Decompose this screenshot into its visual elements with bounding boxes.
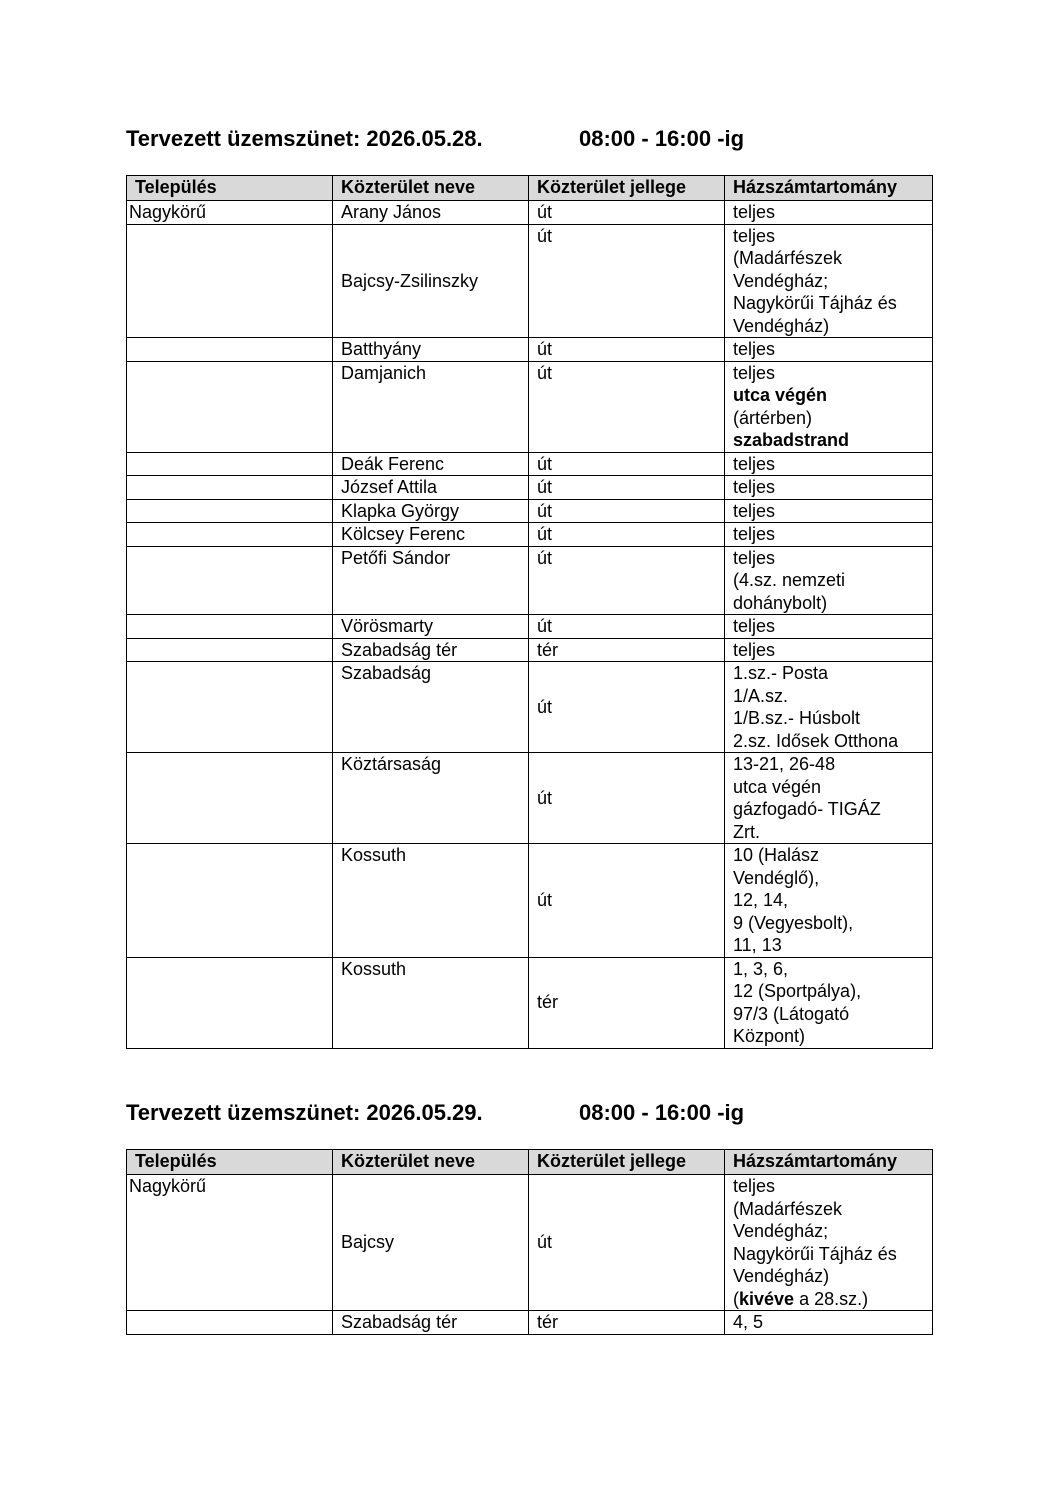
range-line: teljes (733, 1176, 776, 1196)
street-type-cell: tér (529, 1311, 725, 1335)
street-name-cell: Bajcsy-Zsilinszky (333, 224, 529, 338)
range-line: 11, 13 (733, 935, 782, 955)
house-range-cell: teljes (725, 615, 933, 639)
street-name-cell: Petőfi Sándor (333, 546, 529, 615)
column-header: Település (127, 1150, 333, 1175)
street-type-cell: út (529, 201, 725, 225)
table-row (127, 753, 933, 844)
range-line: 1/B.sz.- Húsbolt (733, 708, 861, 728)
house-range-cell: teljes (725, 201, 933, 225)
settlement-cell (127, 753, 333, 844)
house-range-cell (725, 753, 933, 844)
table-row (127, 452, 933, 476)
table-row (127, 662, 933, 753)
house-range-cell (725, 546, 933, 615)
outage-heading (126, 1100, 932, 1132)
column-header: Közterület jellege (529, 176, 725, 201)
street-name-cell: Deák Ferenc (333, 452, 529, 476)
range-line: 12, 14, (733, 890, 789, 910)
settlement-cell (127, 338, 333, 362)
table-row (127, 499, 933, 523)
range-line: dohánybolt) (733, 592, 828, 613)
house-range-cell (725, 1175, 933, 1311)
street-name-cell: Szabadság tér (333, 638, 529, 662)
range-line: Központ) (733, 1026, 806, 1046)
table-row (127, 523, 933, 547)
column-header: Település (127, 176, 333, 201)
settlement-cell (127, 844, 333, 958)
column-header: Közterület neve (333, 176, 529, 201)
range-line: Vendéglő), (733, 867, 820, 888)
street-type-cell: út (529, 476, 725, 500)
column-header: Házszámtartomány (725, 1150, 933, 1175)
street-type-cell: út (529, 452, 725, 476)
table-row (127, 546, 933, 615)
street-name-cell: Batthyány (333, 338, 529, 362)
street-type-cell: út (529, 224, 725, 338)
range-line: 2.sz. Idősek Otthona (733, 730, 899, 751)
street-type-cell: út (529, 753, 725, 844)
range-line: gázfogadó- TIGÁZ (733, 799, 881, 819)
street-name-cell: Szabadság tér (333, 1311, 529, 1335)
range-line: 10 (Halász (733, 845, 820, 865)
range-line: Vendégház; (733, 270, 829, 291)
settlement-cell (127, 1311, 333, 1335)
range-line: (ártérben) (733, 407, 813, 428)
settlement-cell (127, 662, 333, 753)
street-name-cell: Kossuth (333, 844, 529, 958)
range-line: teljes (733, 547, 776, 568)
street-type-cell: út (529, 361, 725, 452)
settlement-cell (127, 361, 333, 452)
range-line: utca végén (733, 385, 828, 405)
house-range-cell: teljes (725, 476, 933, 500)
range-line: 1/A.sz. (733, 685, 789, 706)
street-name-cell: Szabadság (333, 662, 529, 753)
range-line: utca végén (733, 776, 822, 797)
range-line: 13-21, 26-48 (733, 754, 836, 774)
house-range-cell: 4, 5 (725, 1311, 933, 1335)
range-line: 1, 3, 6, (733, 958, 789, 979)
table-row (127, 844, 933, 958)
house-range-cell: teljes (725, 523, 933, 547)
settlement-cell: Nagykörű (127, 201, 333, 225)
range-exception-text: a 28.sz.) (794, 1288, 869, 1309)
street-name-cell: Damjanich (333, 361, 529, 452)
range-line: Nagykörűi Tájház és (733, 1243, 897, 1264)
range-exception-keyword: kivéve (739, 1288, 795, 1309)
settlement-cell (127, 957, 333, 1048)
range-line: (Madárfészek (733, 1198, 843, 1219)
outage-section-1 (126, 126, 932, 1049)
range-line: szabadstrand (733, 430, 850, 450)
outage-section-2 (126, 1100, 932, 1335)
table-row (127, 1311, 933, 1335)
table-row (127, 476, 933, 500)
street-name-cell: Klapka György (333, 499, 529, 523)
street-type-cell: út (529, 1175, 725, 1311)
range-line: 9 (Vegyesbolt), (733, 912, 854, 933)
house-range-cell: teljes (725, 499, 933, 523)
street-name-cell: Köztársaság (333, 753, 529, 844)
outage-date-label: Tervezett üzemszünet: 2026.05.29. (126, 1100, 483, 1125)
range-paren: ( (733, 1288, 739, 1309)
range-line: (4.sz. nemzeti (733, 570, 846, 590)
street-type-cell: út (529, 338, 725, 362)
street-name-cell: Arany János (333, 201, 529, 225)
settlement-cell (127, 615, 333, 639)
table-row (127, 1175, 933, 1311)
table-row (127, 201, 933, 225)
outage-table (126, 175, 933, 1049)
outage-time-range: 08:00 - 16:00 -ig (579, 126, 745, 151)
range-line: teljes (733, 225, 776, 246)
table-row (127, 957, 933, 1048)
settlement-cell: Nagykörű (127, 1175, 333, 1311)
outage-date-label: Tervezett üzemszünet: 2026.05.28. (126, 126, 483, 151)
range-line: Zrt. (733, 821, 760, 842)
table-header-row (127, 176, 933, 201)
house-range-cell (725, 662, 933, 753)
outage-heading (126, 126, 932, 158)
street-type-cell: út (529, 523, 725, 547)
range-line: Vendégház) (733, 1266, 830, 1286)
table-row (127, 338, 933, 362)
range-line: Vendégház; (733, 1221, 829, 1241)
range-line: 12 (Sportpálya), (733, 981, 862, 1001)
settlement-cell (127, 638, 333, 662)
house-range-cell (725, 361, 933, 452)
table-header-row (127, 1150, 933, 1175)
range-line: teljes (733, 362, 776, 383)
range-line: Vendégház) (733, 315, 830, 336)
street-name-cell: Bajcsy (333, 1175, 529, 1311)
column-header: Közterület neve (333, 1150, 529, 1175)
range-line: (Madárfészek (733, 248, 843, 268)
house-range-cell (725, 957, 933, 1048)
house-range-cell (725, 224, 933, 338)
house-range-cell: teljes (725, 452, 933, 476)
table-row (127, 615, 933, 639)
street-name-cell: József Attila (333, 476, 529, 500)
settlement-cell (127, 476, 333, 500)
settlement-cell (127, 499, 333, 523)
range-line: Nagykörűi Tájház és (733, 293, 897, 313)
street-type-cell: út (529, 844, 725, 958)
table-row (127, 224, 933, 338)
outage-table (126, 1149, 933, 1335)
range-line: 1.sz.- Posta (733, 663, 829, 683)
street-type-cell: út (529, 499, 725, 523)
street-type-cell: út (529, 662, 725, 753)
house-range-cell: teljes (725, 638, 933, 662)
street-type-cell: tér (529, 638, 725, 662)
range-line (733, 1288, 932, 1311)
house-range-cell: teljes (725, 338, 933, 362)
settlement-cell (127, 546, 333, 615)
range-line: 97/3 (Látogató (733, 1003, 850, 1024)
settlement-cell (127, 523, 333, 547)
column-header: Közterület jellege (529, 1150, 725, 1175)
column-header: Házszámtartomány (725, 176, 933, 201)
street-type-cell: tér (529, 957, 725, 1048)
street-type-cell: út (529, 615, 725, 639)
table-row (127, 638, 933, 662)
street-name-cell: Vörösmarty (333, 615, 529, 639)
table-row (127, 361, 933, 452)
settlement-cell (127, 224, 333, 338)
settlement-cell (127, 452, 333, 476)
street-name-cell: Kossuth (333, 957, 529, 1048)
street-type-cell: út (529, 546, 725, 615)
outage-time-range: 08:00 - 16:00 -ig (579, 1100, 745, 1125)
house-range-cell (725, 844, 933, 958)
street-name-cell: Kölcsey Ferenc (333, 523, 529, 547)
